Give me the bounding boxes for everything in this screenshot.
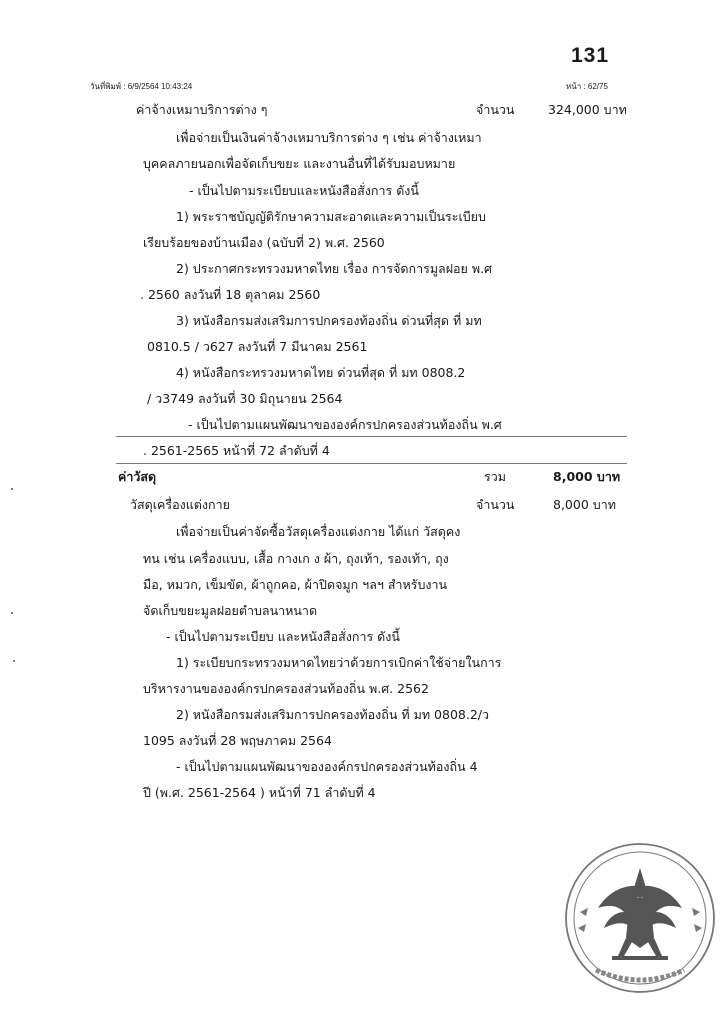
amount-value: 324,000 บาท bbox=[548, 102, 627, 117]
body-line: . 2561-2565 หน้าที่ 72 ลำดับที่ 4 bbox=[143, 443, 330, 458]
body-line: มือ, หมวก, เข็มขัด, ผ้าถูกคอ, ผ้าปิดจมูก ฯลฯ สำหรับงาน bbox=[143, 577, 448, 592]
body-line: . 2560 ลงวันที่ 18 ตุลาคม 2560 bbox=[140, 287, 321, 302]
page-number: 131 bbox=[571, 44, 610, 67]
scan-speck bbox=[13, 660, 15, 662]
page-of: หน้า : 62/75 bbox=[566, 82, 608, 91]
body-line: 1) ระเบียบกระทรวงมหาดไทยว่าด้วยการเบิกค่าใช้จ่ายในการ bbox=[176, 655, 502, 670]
body-line: - เป็นไปตามระเบียบและหนังสือสั่งการ ดังนี้ bbox=[189, 183, 419, 198]
amount-value: 8,000 บาท bbox=[553, 469, 621, 484]
body-line: บริหารงานขององค์กรปกครองส่วนท้องถิ่น พ.ศ. 2562 bbox=[143, 681, 429, 696]
body-line: เรียบร้อยของบ้านเมือง (ฉบับที่ 2) พ.ศ. 2560 bbox=[143, 235, 385, 250]
section-title: ค่าวัสดุ bbox=[118, 469, 157, 484]
body-line: 3) หนังสือกรมส่งเสริมการปกครองท้องถิ่น ด่วนที่สุด ที่ มท bbox=[176, 313, 482, 328]
body-line: บุคคลภายนอกเพื่อจัดเก็บขยะ และงานอื่นที่ได้รับมอบหมาย bbox=[143, 156, 456, 171]
section-title: ค่าจ้างเหมาบริการต่าง ๆ bbox=[136, 102, 268, 117]
body-line: / ว3749 ลงวันที่ 30 มิถุนายน 2564 bbox=[147, 391, 343, 406]
body-line: 4) หนังสือกระทรวงมหาดไทย ด่วนที่สุด ที่ มท 0808.2 bbox=[176, 365, 466, 380]
scan-speck bbox=[11, 612, 13, 614]
amount-label: จำนวน bbox=[476, 102, 515, 117]
body-line: - เป็นไปตามแผนพัฒนาขององค์กรปกครองส่วนท้องถิ่น พ.ศ bbox=[188, 417, 502, 432]
amount-label: รวม bbox=[484, 469, 506, 484]
body-line: เพื่อจ่ายเป็นเงินค่าจ้างเหมาบริการต่าง ๆ เช่น ค่าจ้างเหมา bbox=[176, 130, 482, 145]
body-line: 1) พระราชบัญญัติรักษาความสะอาดและความเป็นระเบียบ bbox=[176, 209, 486, 224]
print-date: วันที่พิมพ์ : 6/9/2564 10:43:24 bbox=[90, 82, 193, 91]
body-line: 2) หนังสือกรมส่งเสริมการปกครองท้องถิ่น ที่ มท 0808.2/ว bbox=[176, 707, 490, 722]
divider bbox=[116, 436, 627, 437]
amount-label: จำนวน bbox=[476, 497, 515, 512]
body-line: ปี (พ.ศ. 2561-2564 ) หน้าที่ 71 ลำดับที่ 4 bbox=[143, 785, 376, 800]
body-line: 0810.5 / ว627 ลงวันที่ 7 มีนาคม 2561 bbox=[147, 339, 368, 354]
scan-speck bbox=[11, 488, 13, 490]
section-title: วัสดุเครื่องแต่งกาย bbox=[130, 497, 230, 512]
body-line: - เป็นไปตามแผนพัฒนาขององค์กรปกครองส่วนท้องถิ่น 4 bbox=[176, 759, 478, 774]
body-line: 2) ประกาศกระทรวงมหาดไทย เรื่อง การจัดการมูลฝอย พ.ศ bbox=[176, 261, 492, 276]
body-line: - เป็นไปตามระเบียบ และหนังสือสั่งการ ดังนี้ bbox=[166, 629, 400, 644]
body-line: ทน เช่น เครื่องแบบ, เสื้อ กางเก ง ผ้า, ถุงเท้า, รองเท้า, ถุง bbox=[143, 551, 449, 566]
garuda-seal-icon bbox=[560, 838, 720, 998]
amount-value: 8,000 บาท bbox=[553, 497, 616, 512]
body-line: เพื่อจ่ายเป็นค่าจัดซื้อวัสดุเครื่องแต่งกาย ได้แก่ วัสดุคง bbox=[176, 524, 461, 539]
body-line: 1095 ลงวันที่ 28 พฤษภาคม 2564 bbox=[143, 733, 332, 748]
divider bbox=[116, 463, 627, 464]
body-line: จัดเก็บขยะมูลฝอยตำบลนาหนาด bbox=[143, 603, 318, 618]
